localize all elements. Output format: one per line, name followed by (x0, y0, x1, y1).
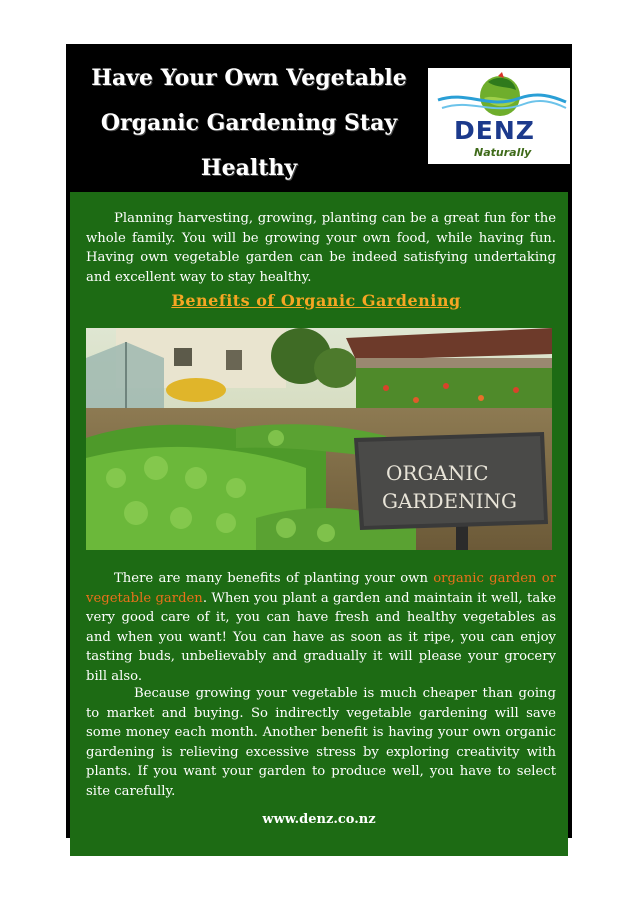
title-line-1: Have Your Own Vegetable (91, 65, 407, 91)
logo-tagline: Naturally (474, 146, 532, 159)
section-heading: Benefits of Organic Gardening (171, 291, 461, 310)
garden-photo (86, 328, 552, 550)
sign-text-2: GARDENING (382, 489, 517, 513)
title-line-2: Organic Gardening Stay (100, 110, 398, 136)
intro-text: Planning harvesting, growing, planting can be a great fun for the whole family. You will be growing your own food, while having fun. Having own vegetable garden can be indeed satisfying undertaking and excellent way to stay healthy. (86, 211, 556, 285)
denz-logo (428, 68, 570, 164)
intro-paragraph (86, 209, 556, 287)
document-frame (66, 44, 572, 838)
page-title (74, 56, 424, 191)
organic-garden-link[interactable]: organic garden or vegetable garden (86, 571, 557, 606)
footer-url[interactable]: www.denz.co.nz (262, 812, 376, 827)
title-line-3: Healthy (200, 155, 298, 181)
garden-illustration (86, 328, 552, 550)
sign-text-1: ORGANIC (386, 461, 489, 485)
logo-brand: DENZ (454, 116, 535, 145)
benefits-paragraph (86, 569, 556, 687)
p2-text-before: There are many benefits of planting your own (114, 571, 434, 586)
p2-text-after: . When you plant a garden and maintain it well, take very good care of it, you can have fresh and healthy vegetables as and when you want! You can have as soon as it ripe, you can enjoy tasting buds, unbelievably and gradually it will please your grocery bill also. (86, 590, 556, 684)
p3-text: Because growing your vegetable is much cheaper than going to market and buying. So indirectly vegetable gardening will save some money each month. Another benefit is having your own organic gardening is relieving excessive stress by exploring creativity with plants. If you want your garden to produce well, you have to select site carefully. (86, 686, 556, 799)
savings-paragraph (86, 684, 556, 802)
